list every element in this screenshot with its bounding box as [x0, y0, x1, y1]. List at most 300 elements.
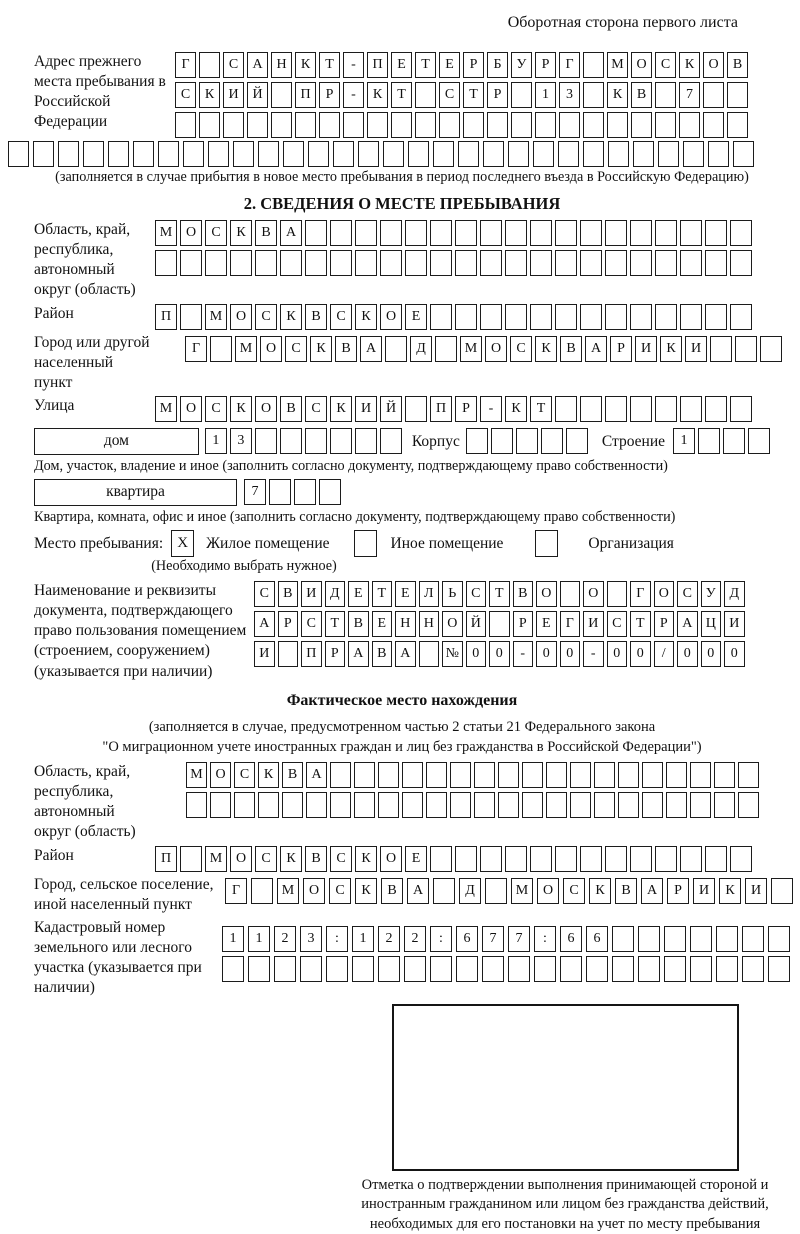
char-box[interactable]	[480, 220, 502, 246]
char-box[interactable]	[605, 250, 627, 276]
char-box[interactable]	[380, 250, 402, 276]
char-box[interactable]: С	[301, 611, 322, 637]
char-box[interactable]	[642, 762, 663, 788]
char-box[interactable]: М	[511, 878, 533, 904]
char-box[interactable]	[618, 792, 639, 818]
char-box[interactable]	[319, 112, 340, 138]
char-box[interactable]	[508, 141, 529, 167]
char-box[interactable]: М	[235, 336, 257, 362]
char-box[interactable]: 0	[489, 641, 510, 667]
char-box[interactable]	[505, 250, 527, 276]
char-box[interactable]	[405, 220, 427, 246]
char-box[interactable]: П	[430, 396, 452, 422]
char-box[interactable]	[655, 112, 676, 138]
char-box[interactable]: П	[367, 52, 388, 78]
char-box[interactable]: М	[607, 52, 628, 78]
char-box[interactable]: О	[631, 52, 652, 78]
char-box[interactable]	[58, 141, 79, 167]
char-box[interactable]	[638, 956, 660, 982]
char-box[interactable]	[690, 956, 712, 982]
char-box[interactable]: Д	[325, 581, 346, 607]
char-box[interactable]	[33, 141, 54, 167]
char-box[interactable]	[205, 250, 227, 276]
char-box[interactable]	[480, 250, 502, 276]
char-box[interactable]: В	[305, 846, 327, 872]
char-box[interactable]	[282, 792, 303, 818]
char-box[interactable]	[583, 82, 604, 108]
char-box[interactable]: В	[280, 396, 302, 422]
char-box[interactable]	[664, 926, 686, 952]
char-box[interactable]	[580, 396, 602, 422]
char-box[interactable]: Б	[487, 52, 508, 78]
char-box[interactable]: С	[330, 304, 352, 330]
char-box[interactable]	[458, 141, 479, 167]
char-box[interactable]	[698, 428, 720, 454]
char-box[interactable]	[730, 396, 752, 422]
char-box[interactable]: Т	[489, 581, 510, 607]
char-box[interactable]: :	[430, 926, 452, 952]
char-box[interactable]: Р	[487, 82, 508, 108]
char-box[interactable]	[768, 956, 790, 982]
char-box[interactable]	[430, 846, 452, 872]
char-box[interactable]: Д	[410, 336, 432, 362]
char-box[interactable]: :	[534, 926, 556, 952]
char-box[interactable]: Е	[439, 52, 460, 78]
char-box[interactable]: С	[305, 396, 327, 422]
char-box[interactable]: Е	[372, 611, 393, 637]
char-box[interactable]: 6	[456, 926, 478, 952]
char-box[interactable]: И	[301, 581, 322, 607]
char-box[interactable]: Т	[415, 52, 436, 78]
char-box[interactable]	[508, 956, 530, 982]
char-box[interactable]: Н	[419, 611, 440, 637]
char-box[interactable]: Е	[405, 304, 427, 330]
char-box[interactable]	[733, 141, 754, 167]
char-box[interactable]	[607, 581, 628, 607]
char-box[interactable]: О	[380, 846, 402, 872]
char-box[interactable]	[605, 396, 627, 422]
char-box[interactable]	[487, 112, 508, 138]
char-box[interactable]: 0	[466, 641, 487, 667]
char-box[interactable]	[255, 250, 277, 276]
char-box[interactable]	[280, 428, 302, 454]
char-box[interactable]	[703, 82, 724, 108]
char-box[interactable]	[354, 792, 375, 818]
char-box[interactable]: П	[155, 846, 177, 872]
char-box[interactable]	[690, 926, 712, 952]
char-box[interactable]: Т	[630, 611, 651, 637]
char-box[interactable]: И	[635, 336, 657, 362]
char-box[interactable]: В	[255, 220, 277, 246]
char-box[interactable]: К	[589, 878, 611, 904]
char-box[interactable]: С	[439, 82, 460, 108]
char-box[interactable]	[612, 956, 634, 982]
char-box[interactable]	[742, 956, 764, 982]
char-box[interactable]: К	[660, 336, 682, 362]
char-box[interactable]	[483, 141, 504, 167]
char-box[interactable]: С	[254, 581, 275, 607]
char-box[interactable]	[455, 304, 477, 330]
char-box[interactable]	[155, 250, 177, 276]
char-box[interactable]	[680, 846, 702, 872]
char-box[interactable]: К	[310, 336, 332, 362]
char-box[interactable]: А	[677, 611, 698, 637]
char-box[interactable]	[586, 956, 608, 982]
char-box[interactable]: В	[305, 304, 327, 330]
char-box[interactable]	[489, 611, 510, 637]
char-box[interactable]: 7	[244, 479, 266, 505]
char-box[interactable]: А	[348, 641, 369, 667]
char-box[interactable]: К	[719, 878, 741, 904]
char-box[interactable]: С	[285, 336, 307, 362]
char-box[interactable]	[354, 762, 375, 788]
char-box[interactable]	[180, 304, 202, 330]
char-box[interactable]	[378, 792, 399, 818]
char-box[interactable]	[594, 762, 615, 788]
char-box[interactable]: П	[295, 82, 316, 108]
char-box[interactable]: С	[255, 304, 277, 330]
char-box[interactable]	[738, 762, 759, 788]
char-box[interactable]: О	[703, 52, 724, 78]
char-box[interactable]: Т	[463, 82, 484, 108]
char-box[interactable]: С	[255, 846, 277, 872]
char-box[interactable]: О	[230, 846, 252, 872]
char-box[interactable]: М	[155, 220, 177, 246]
char-box[interactable]: А	[395, 641, 416, 667]
char-box[interactable]: П	[301, 641, 322, 667]
char-box[interactable]	[278, 641, 299, 667]
char-box[interactable]: И	[724, 611, 745, 637]
char-box[interactable]: Н	[395, 611, 416, 637]
char-box[interactable]: М	[186, 762, 207, 788]
char-box[interactable]	[358, 141, 379, 167]
char-box[interactable]	[295, 112, 316, 138]
char-box[interactable]	[708, 141, 729, 167]
char-box[interactable]	[183, 141, 204, 167]
char-box[interactable]: К	[230, 220, 252, 246]
char-box[interactable]: 7	[508, 926, 530, 952]
char-box[interactable]	[330, 428, 352, 454]
char-box[interactable]: П	[155, 304, 177, 330]
char-box[interactable]: И	[355, 396, 377, 422]
char-box[interactable]: К	[367, 82, 388, 108]
char-box[interactable]: Г	[185, 336, 207, 362]
char-box[interactable]	[354, 530, 377, 557]
char-box[interactable]: В	[348, 611, 369, 637]
char-box[interactable]: 6	[560, 926, 582, 952]
char-box[interactable]	[655, 220, 677, 246]
char-box[interactable]: К	[355, 304, 377, 330]
char-box[interactable]: С	[205, 220, 227, 246]
char-box[interactable]: Г	[175, 52, 196, 78]
char-box[interactable]: С	[655, 52, 676, 78]
char-box[interactable]: К	[355, 878, 377, 904]
char-box[interactable]: О	[654, 581, 675, 607]
char-box[interactable]	[294, 479, 316, 505]
char-box[interactable]: О	[230, 304, 252, 330]
char-box[interactable]	[655, 396, 677, 422]
char-box[interactable]: Е	[395, 581, 416, 607]
char-box[interactable]: О	[180, 220, 202, 246]
char-box[interactable]	[491, 428, 513, 454]
char-box[interactable]	[208, 141, 229, 167]
char-box[interactable]	[716, 926, 738, 952]
char-box[interactable]: О	[536, 581, 557, 607]
char-box[interactable]	[415, 112, 436, 138]
char-box[interactable]	[251, 878, 273, 904]
char-box[interactable]	[541, 428, 563, 454]
char-box[interactable]	[703, 112, 724, 138]
char-box[interactable]	[516, 428, 538, 454]
char-box[interactable]	[505, 220, 527, 246]
char-box[interactable]: А	[360, 336, 382, 362]
char-box[interactable]	[705, 396, 727, 422]
char-box[interactable]	[655, 304, 677, 330]
char-box[interactable]: В	[615, 878, 637, 904]
char-box[interactable]	[480, 846, 502, 872]
char-box[interactable]	[511, 112, 532, 138]
char-box[interactable]: Ц	[701, 611, 722, 637]
char-box[interactable]: У	[701, 581, 722, 607]
char-box[interactable]: 0	[630, 641, 651, 667]
char-box[interactable]	[727, 112, 748, 138]
char-box[interactable]: Р	[325, 641, 346, 667]
char-box[interactable]	[583, 141, 604, 167]
char-box[interactable]	[175, 112, 196, 138]
char-box[interactable]	[308, 141, 329, 167]
char-box[interactable]: 3	[230, 428, 252, 454]
char-box[interactable]: 0	[701, 641, 722, 667]
char-box[interactable]: Ь	[442, 581, 463, 607]
char-box[interactable]	[305, 220, 327, 246]
char-box[interactable]: №	[442, 641, 463, 667]
char-box[interactable]: С	[510, 336, 532, 362]
char-box[interactable]	[630, 220, 652, 246]
char-box[interactable]	[605, 304, 627, 330]
char-box[interactable]	[330, 792, 351, 818]
char-box[interactable]	[380, 220, 402, 246]
char-box[interactable]	[605, 220, 627, 246]
char-box[interactable]: В	[631, 82, 652, 108]
char-box[interactable]: О	[210, 762, 231, 788]
char-box[interactable]: Е	[405, 846, 427, 872]
char-box[interactable]	[560, 956, 582, 982]
char-box[interactable]	[570, 792, 591, 818]
char-box[interactable]	[234, 792, 255, 818]
char-box[interactable]	[330, 250, 352, 276]
char-box[interactable]: 0	[677, 641, 698, 667]
char-box[interactable]: Д	[724, 581, 745, 607]
char-box[interactable]	[274, 956, 296, 982]
char-box[interactable]	[498, 792, 519, 818]
char-box[interactable]: -	[480, 396, 502, 422]
char-box[interactable]	[530, 250, 552, 276]
char-box[interactable]: М	[155, 396, 177, 422]
char-box[interactable]	[530, 304, 552, 330]
char-box[interactable]: 2	[404, 926, 426, 952]
char-box[interactable]	[690, 762, 711, 788]
char-box[interactable]	[555, 304, 577, 330]
char-box[interactable]: А	[641, 878, 663, 904]
char-box[interactable]: 6	[586, 926, 608, 952]
char-box[interactable]	[555, 220, 577, 246]
char-box[interactable]	[199, 112, 220, 138]
char-box[interactable]	[430, 250, 452, 276]
char-box[interactable]	[730, 220, 752, 246]
char-box[interactable]	[378, 762, 399, 788]
char-box[interactable]	[705, 304, 727, 330]
char-box[interactable]	[330, 220, 352, 246]
char-box[interactable]: :	[326, 926, 348, 952]
char-box[interactable]	[522, 792, 543, 818]
char-box[interactable]	[158, 141, 179, 167]
char-box[interactable]	[439, 112, 460, 138]
char-box[interactable]: О	[255, 396, 277, 422]
char-box[interactable]	[456, 956, 478, 982]
char-box[interactable]: 0	[724, 641, 745, 667]
char-box[interactable]: Р	[455, 396, 477, 422]
char-box[interactable]: Р	[278, 611, 299, 637]
char-box[interactable]	[108, 141, 129, 167]
char-box[interactable]: К	[230, 396, 252, 422]
char-box[interactable]	[535, 112, 556, 138]
char-box[interactable]	[343, 112, 364, 138]
char-box[interactable]: В	[335, 336, 357, 362]
char-box[interactable]	[566, 428, 588, 454]
char-box[interactable]	[402, 762, 423, 788]
char-box[interactable]	[730, 250, 752, 276]
char-box[interactable]	[450, 792, 471, 818]
char-box[interactable]: С	[330, 846, 352, 872]
char-box[interactable]: К	[295, 52, 316, 78]
char-box[interactable]: Л	[419, 581, 440, 607]
char-box[interactable]: К	[607, 82, 628, 108]
char-box[interactable]: О	[303, 878, 325, 904]
char-box[interactable]	[714, 792, 735, 818]
char-box[interactable]	[679, 112, 700, 138]
char-box[interactable]	[455, 846, 477, 872]
char-box[interactable]: С	[677, 581, 698, 607]
char-box[interactable]	[230, 250, 252, 276]
char-box[interactable]: 0	[560, 641, 581, 667]
char-box[interactable]: С	[466, 581, 487, 607]
char-box[interactable]	[630, 396, 652, 422]
char-box[interactable]: 2	[378, 926, 400, 952]
char-box[interactable]	[408, 141, 429, 167]
char-box[interactable]: -	[513, 641, 534, 667]
char-box[interactable]: К	[355, 846, 377, 872]
char-box[interactable]: С	[205, 396, 227, 422]
char-box[interactable]: М	[460, 336, 482, 362]
char-box[interactable]: К	[330, 396, 352, 422]
char-box[interactable]	[580, 304, 602, 330]
char-box[interactable]: /	[654, 641, 675, 667]
char-box[interactable]: Г	[630, 581, 651, 607]
char-box[interactable]: 1	[248, 926, 270, 952]
char-box[interactable]	[258, 141, 279, 167]
char-box[interactable]: С	[234, 762, 255, 788]
char-box[interactable]	[570, 762, 591, 788]
char-box[interactable]	[258, 792, 279, 818]
char-box[interactable]	[658, 141, 679, 167]
char-box[interactable]: Е	[348, 581, 369, 607]
char-box[interactable]	[666, 792, 687, 818]
char-box[interactable]	[466, 428, 488, 454]
char-box[interactable]: С	[563, 878, 585, 904]
char-box[interactable]: Т	[372, 581, 393, 607]
char-box[interactable]	[455, 220, 477, 246]
char-box[interactable]: К	[535, 336, 557, 362]
char-box[interactable]: К	[280, 846, 302, 872]
char-box[interactable]	[710, 336, 732, 362]
char-box[interactable]	[319, 479, 341, 505]
char-box[interactable]	[505, 304, 527, 330]
char-box[interactable]: Р	[535, 52, 556, 78]
char-box[interactable]: О	[180, 396, 202, 422]
char-box[interactable]	[405, 250, 427, 276]
char-box[interactable]	[680, 250, 702, 276]
char-box[interactable]	[210, 792, 231, 818]
char-box[interactable]	[705, 846, 727, 872]
char-box[interactable]	[83, 141, 104, 167]
char-box[interactable]: И	[745, 878, 767, 904]
char-box[interactable]: Г	[225, 878, 247, 904]
char-box[interactable]	[283, 141, 304, 167]
char-box[interactable]: 1	[535, 82, 556, 108]
char-box[interactable]	[180, 846, 202, 872]
char-box[interactable]	[768, 926, 790, 952]
char-box[interactable]: Т	[325, 611, 346, 637]
char-box[interactable]: А	[585, 336, 607, 362]
char-box[interactable]: У	[511, 52, 532, 78]
char-box[interactable]: Р	[463, 52, 484, 78]
char-box[interactable]	[723, 428, 745, 454]
char-box[interactable]	[455, 250, 477, 276]
char-box[interactable]	[546, 792, 567, 818]
char-box[interactable]	[666, 762, 687, 788]
char-box[interactable]	[631, 112, 652, 138]
char-box[interactable]	[534, 956, 556, 982]
char-box[interactable]	[618, 762, 639, 788]
char-box[interactable]: И	[693, 878, 715, 904]
char-box[interactable]: 3	[559, 82, 580, 108]
char-box[interactable]	[378, 956, 400, 982]
char-box[interactable]: Т	[391, 82, 412, 108]
char-box[interactable]	[426, 792, 447, 818]
char-box[interactable]	[605, 846, 627, 872]
char-box[interactable]	[330, 762, 351, 788]
char-box[interactable]: И	[685, 336, 707, 362]
char-box[interactable]	[608, 141, 629, 167]
char-box[interactable]: С	[607, 611, 628, 637]
char-box[interactable]	[580, 250, 602, 276]
char-box[interactable]	[559, 112, 580, 138]
char-box[interactable]	[271, 112, 292, 138]
char-box[interactable]	[415, 82, 436, 108]
char-box[interactable]: Р	[667, 878, 689, 904]
char-box[interactable]	[498, 762, 519, 788]
char-box[interactable]	[522, 762, 543, 788]
char-box[interactable]	[555, 250, 577, 276]
char-box[interactable]	[655, 846, 677, 872]
char-box[interactable]: А	[280, 220, 302, 246]
char-box[interactable]	[680, 396, 702, 422]
char-box[interactable]	[199, 52, 220, 78]
char-box[interactable]	[714, 762, 735, 788]
char-box[interactable]: О	[583, 581, 604, 607]
char-box[interactable]	[367, 112, 388, 138]
char-box[interactable]: 1	[205, 428, 227, 454]
